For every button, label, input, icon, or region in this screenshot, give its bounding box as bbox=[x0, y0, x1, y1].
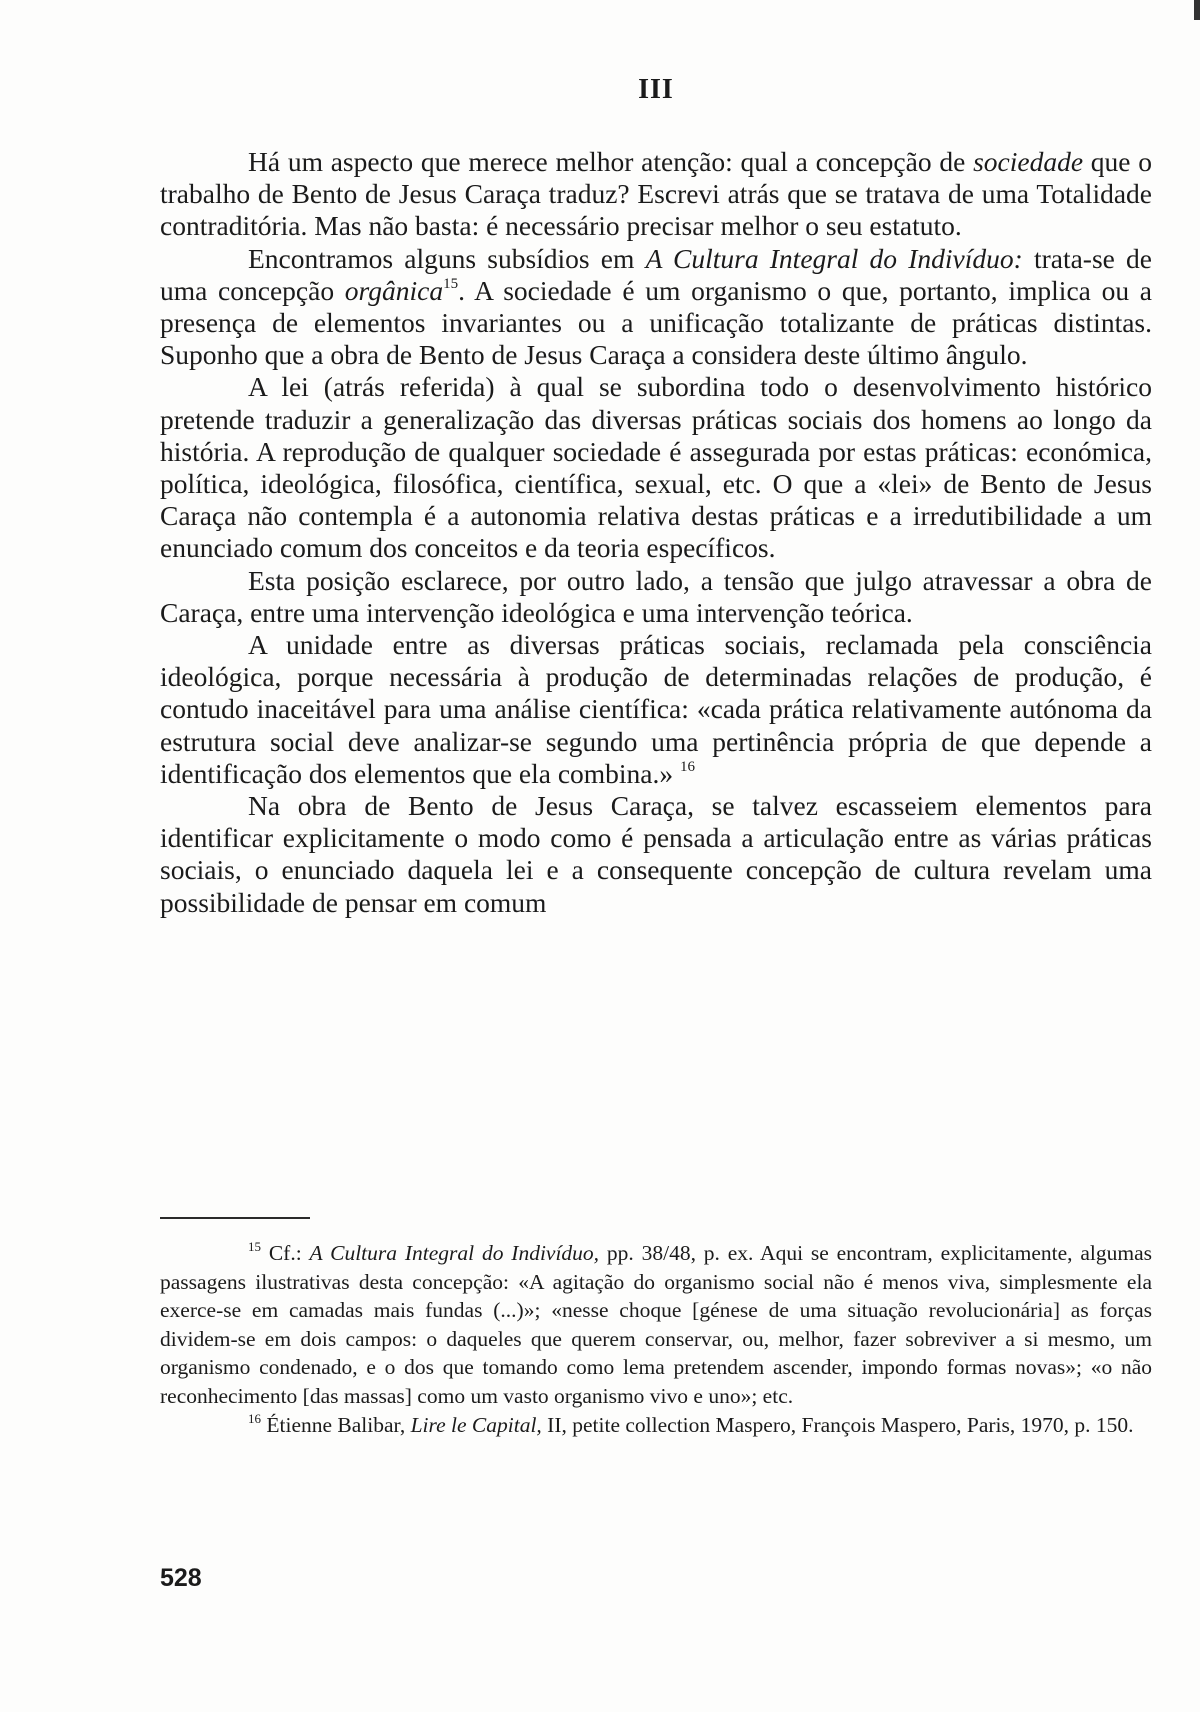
paragraph-5-text: A unidade entre as diversas práticas sociais, reclamada pela consciência ideológica, porque necessária à produção de determinadas relações de produção, é contudo inaceitável para uma análise científica: «cada prática relativamente autónoma da estrutura social deve analizar-se segundo uma pertinência própria de que depende a identificação dos elementos que ela combina.» bbox=[160, 629, 1152, 789]
paragraph-2-text-c: trata-se de uma concepção bbox=[160, 242, 1152, 306]
section-heading: III bbox=[638, 74, 674, 105]
paragraph-2 bbox=[160, 243, 1152, 372]
footnote-15-text-c: pp. 38/48, p. ex. Aqui se encontram, explicitamente, algumas passagens ilustrativas desta concepção: «A agitação do organismo social não é menos viva, simplesmente ela exerce-se em camadas mais fundas (...)»; «nesse choque [génese de uma situação revolucionária] as forças dividem-se em dois campos: o daqueles que querem conservar, ou, melhor, fazer sobreviver a si mesmo, um organismo condenado, e o dos que tomando como lema pretendem ascender, impondo formas novas»; «o não reconhecimento [das massas] como um vasto organismo vivo e uno»; etc. bbox=[160, 1241, 1152, 1408]
footnote-ref-16[interactable]: 16 bbox=[680, 758, 696, 775]
paragraph-2-book-title: A Cultura Integral do Indivíduo: bbox=[645, 242, 1023, 274]
paragraph-1 bbox=[160, 146, 1152, 243]
footnote-15-book-title: A Cultura Integral do Indivíduo, bbox=[309, 1241, 600, 1265]
footnote-16-book-title: Lire le Capital, bbox=[410, 1412, 542, 1437]
footnote-16 bbox=[160, 1411, 1152, 1440]
footnote-15-number: 15 bbox=[248, 1239, 261, 1254]
paragraph-3: A lei (atrás referida) à qual se subordina todo o desenvolvimento histórico pretende traduzir a generalização das diversas práticas sociais dos homens ao longo da história. A reprodução de qualquer sociedade é assegurada por estas práticas: económica, política, ideológica, filosófica, científica, sexual, etc. O que a «lei» de Bento de Jesus Caraça não contempla é a autonomia relativa destas práticas e a irredutibilidade a um enunciado comum dos conceitos e da teoria específicos. bbox=[160, 371, 1152, 564]
scan-edge-mark bbox=[1194, 0, 1200, 20]
page-number: 528 bbox=[160, 1564, 202, 1592]
footnote-16-number: 16 bbox=[248, 1410, 261, 1426]
paragraph-2-text-e: . A sociedade é um organismo o que, portanto, implica ou a presença de elementos invariantes ou a unificação totalizante de práticas distintas. Suponho que a obra de Bento de Jesus Caraça a considera deste último ângulo. bbox=[160, 274, 1152, 371]
footnote-15 bbox=[160, 1239, 1152, 1411]
paragraph-1-italic: sociedade bbox=[973, 146, 1084, 177]
book-page bbox=[160, 0, 1152, 1712]
body-text bbox=[160, 146, 1152, 919]
paragraph-4: Esta posição esclarece, por outro lado, a tensão que julgo atravessar a obra de Caraça, entre uma intervenção ideológica e uma intervenção teórica. bbox=[160, 564, 1152, 628]
footnote-16-text-c: II, petite collection Maspero, François Maspero, Paris, 1970, p. 150. bbox=[541, 1412, 1134, 1437]
paragraph-2-text-a: Encontramos alguns subsídios em bbox=[248, 242, 646, 274]
footnote-ref-15[interactable]: 15 bbox=[443, 275, 459, 292]
paragraph-5 bbox=[160, 629, 1152, 790]
footnote-divider bbox=[160, 1217, 310, 1219]
paragraph-6: Na obra de Bento de Jesus Caraça, se talvez escasseiem elementos para identificar explicitamente o modo como é pensada a articulação entre as várias práticas sociais, o enunciado daquela lei e a consequente concepção de cultura revelam uma possibilidade de pensar em comum bbox=[160, 790, 1152, 918]
footnote-15-text-a: Cf.: bbox=[268, 1241, 310, 1265]
paragraph-2-italic-term: orgânica bbox=[344, 274, 444, 306]
footnotes bbox=[160, 1239, 1152, 1439]
footnote-16-text-a: Étienne Balibar, bbox=[266, 1412, 411, 1437]
paragraph-1-text-c: que o trabalho de Bento de Jesus Caraça traduz? Escrevi atrás que se tratava de uma Totalidade contraditória. Mas não basta: é necessário precisar melhor o seu estatuto. bbox=[160, 146, 1152, 242]
paragraph-1-text-a: Há um aspecto que merece melhor atenção: qual a concepção de bbox=[248, 146, 974, 177]
